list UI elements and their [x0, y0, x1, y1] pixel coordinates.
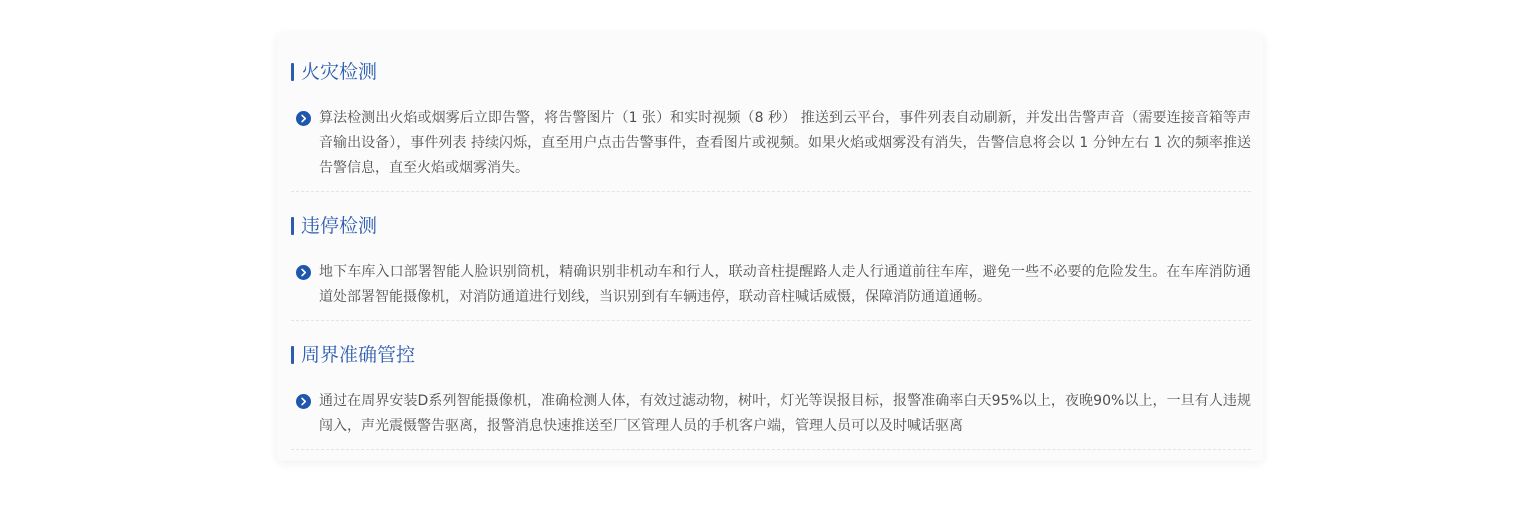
- paragraph-text: 通过在周界安装D系列智能摄像机，准确检测人体，有效过滤动物，树叶，灯光等误报目标，报警准确率白天95%以上，夜晚90%以上，一旦有人违规闯入，声光震慑警告驱离，报警消息快速推送至厂区管理人员的手机客户端，管理人员可以及时喊话驱离: [319, 393, 1251, 434]
- chevron-right-circle-icon: [296, 394, 311, 409]
- section-title-text: 火灾检测: [301, 61, 378, 83]
- section-paragraph: [296, 260, 1251, 310]
- section-divider: [291, 449, 1251, 450]
- title-accent-bar: [291, 63, 294, 81]
- paragraph-text: 地下车库入口部署智能人脸识别筒机，精确识别非机动车和行人，联动音柱提醒路人走人行通道前往车库，避免一些不必要的危险发生。在车库消防通道处部署智能摄像机，对消防通道进行划线，当识别到有车辆违停，联动音柱喊话威慑，保障消防通道通畅。: [319, 264, 1251, 305]
- section-divider: [291, 320, 1251, 321]
- section-title: [291, 344, 1251, 366]
- section-paragraph: [296, 389, 1251, 439]
- section-title: [291, 61, 1251, 83]
- section-divider: [291, 191, 1251, 192]
- section-title-text: 违停检测: [301, 215, 378, 237]
- section-paragraph: [296, 106, 1251, 181]
- section-perimeter-control: [291, 344, 1251, 450]
- section-title-text: 周界准确管控: [301, 344, 416, 366]
- chevron-right-circle-icon: [296, 265, 311, 280]
- paragraph-text: 算法检测出火焰或烟雾后立即告警，将告警图片（1 张）和实时视频（8 秒） 推送到云平台，事件列表自动刷新，并发出告警声音（需要连接音箱等声音输出设备），事件列表 持续闪烁，直至用户点击告警事件，查看图片或视频。如果火焰或烟雾没有消失，告警信息将会以 1 分钟左右 1 次的频率推送告警信息，直至火焰或烟雾消失。: [319, 110, 1251, 176]
- section-illegal-parking-detection: [291, 215, 1251, 321]
- section-fire-detection: [291, 61, 1251, 192]
- title-accent-bar: [291, 217, 294, 235]
- content-card: [277, 33, 1263, 461]
- section-title: [291, 215, 1251, 237]
- title-accent-bar: [291, 346, 294, 364]
- chevron-right-circle-icon: [296, 111, 311, 126]
